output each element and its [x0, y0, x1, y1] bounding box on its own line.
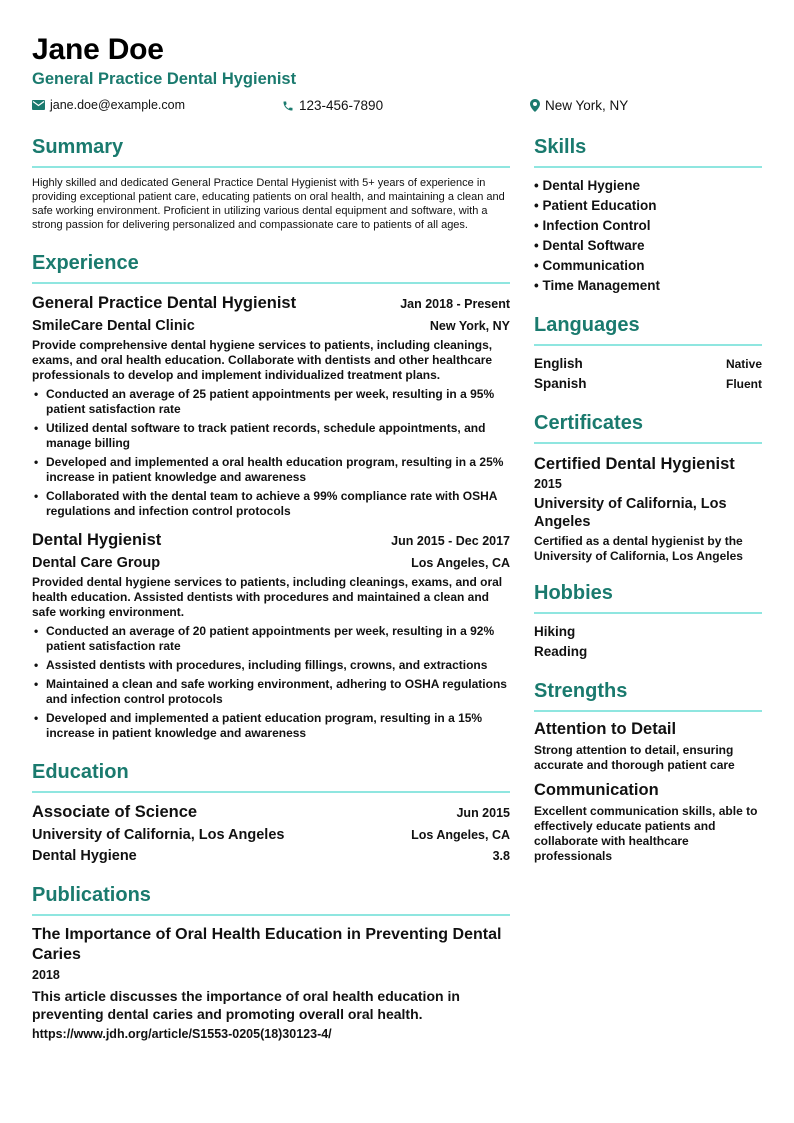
certificate-year: 2015 — [534, 477, 562, 491]
skill-item: • Infection Control — [534, 216, 762, 236]
candidate-title: General Practice Dental Hygienist — [32, 70, 297, 88]
languages-heading: Languages — [534, 314, 762, 346]
certificate-description: Certified as a dental hygienist by the University of California, Los Angeles — [534, 534, 743, 563]
hobbies-list — [534, 622, 762, 662]
skill-item: • Dental Software — [534, 236, 762, 256]
experience-heading: Experience — [32, 252, 510, 284]
skill-item: • Communication — [534, 256, 762, 276]
summary-text: Highly skilled and dedicated General Practice Dental Hygienist with 5+ years of experience in providing exceptional patient care, educating patients on oral health, and maintaining a clean and safe working environment. Proficient in utilizing various dental equipment and software, with a strong passion for delivering personalized and compassionate care to patients of all ages. — [32, 177, 505, 231]
phone-icon — [282, 100, 294, 112]
job-company: Dental Care Group — [32, 555, 161, 571]
main-column — [32, 136, 510, 1041]
achievement-item: • Collaborated with the dental team to achieve a 99% compliance rate with OSHA regulations and infection control protocols — [32, 489, 510, 519]
job-achievements — [32, 387, 510, 519]
sidebar-column — [534, 136, 762, 864]
education-degree: Associate of Science — [32, 803, 198, 821]
strength-description: Excellent communication skills, able to effectively educate patients and collaborate with healthcare professionals — [534, 804, 758, 863]
language-level: Native — [725, 357, 762, 371]
strength-title: Attention to Detail — [534, 720, 677, 738]
education-gpa: 3.8 — [492, 849, 510, 863]
job-title: General Practice Dental Hygienist — [32, 294, 297, 312]
job-entry — [32, 531, 510, 741]
achievement-item: • Developed and implemented a oral health education program, resulting in a 25% increase in patient knowledge and awareness — [32, 455, 510, 485]
hobby-item: Hiking — [534, 624, 576, 639]
language-item — [534, 374, 762, 394]
job-description: Provide comprehensive dental hygiene services to patients, including cleanings, exams, and oral health education. Collaborate with dentists and other healthcare professionals to develop and implement individualized treatment plans. — [32, 338, 493, 382]
job-entry — [32, 294, 510, 519]
job-location: New York, NY — [429, 319, 510, 333]
publications-heading: Publications — [32, 884, 510, 916]
education-date: Jun 2015 — [456, 806, 510, 820]
contact-email[interactable] — [32, 98, 185, 112]
publication-entry — [32, 925, 510, 1041]
education-entry — [32, 803, 510, 864]
achievement-item: • Developed and implemented a patient education program, resulting in a 15% increase in patient knowledge and awareness — [32, 711, 510, 741]
education-school: University of California, Los Angeles — [32, 827, 285, 843]
publication-title: The Importance of Oral Health Education in Preventing Dental Caries — [32, 926, 502, 963]
job-location: Los Angeles, CA — [411, 556, 510, 570]
publication-description: This article discusses the importance of oral health education in preventing dental caries and promoting overall oral health. — [32, 988, 460, 1022]
envelope-icon — [32, 100, 45, 110]
candidate-name: Jane Doe — [32, 33, 164, 66]
job-description: Provided dental hygiene services to patients, including cleanings, exams, and oral health education. Assisted dentists with procedures and maintained a clean and safe working environment. — [32, 575, 503, 619]
strength-item — [534, 781, 762, 864]
achievement-item: • Maintained a clean and safe working environment, adhering to OSHA regulations and infection control protocols — [32, 677, 510, 707]
skill-item: • Dental Hygiene — [534, 176, 762, 196]
certificates-heading: Certificates — [534, 412, 762, 444]
skill-item: • Patient Education — [534, 196, 762, 216]
languages-list — [534, 354, 762, 394]
strength-description: Strong attention to detail, ensuring accurate and thorough patient care — [534, 743, 735, 772]
email-text: jane.doe@example.com — [50, 98, 185, 112]
strength-title: Communication — [534, 781, 659, 799]
education-location: Los Angeles, CA — [411, 828, 510, 842]
achievement-item: • Conducted an average of 20 patient appointments per week, resulting in a 92% patient satisfaction rate — [32, 624, 510, 654]
job-date: Jun 2015 - Dec 2017 — [391, 534, 510, 548]
skills-heading: Skills — [534, 136, 762, 168]
summary-heading: Summary — [32, 136, 510, 168]
job-achievements — [32, 624, 510, 741]
phone-text: 123-456-7890 — [299, 98, 384, 113]
contact-phone[interactable] — [282, 98, 383, 113]
achievement-item: • Utilized dental software to track patient records, schedule appointments, and manage billing — [32, 421, 510, 451]
hobby-item: Reading — [534, 644, 588, 659]
skill-item: • Time Management — [534, 276, 762, 296]
skills-list — [534, 176, 762, 296]
contact-location — [530, 98, 628, 113]
publication-link[interactable]: https://www.jdh.org/article/S1553-0205(18)30123-4/ — [32, 1027, 332, 1041]
job-date: Jan 2018 - Present — [400, 297, 510, 311]
map-pin-icon — [530, 99, 540, 112]
certificate-title: Certified Dental Hygienist — [534, 455, 735, 473]
job-company: SmileCare Dental Clinic — [32, 318, 195, 334]
language-name: Spanish — [534, 376, 587, 391]
certificate-org: University of California, Los Angeles — [534, 496, 727, 530]
location-text: New York, NY — [545, 98, 629, 113]
publication-year: 2018 — [32, 968, 60, 982]
strength-item — [534, 720, 762, 773]
language-item — [534, 354, 762, 374]
education-heading: Education — [32, 761, 510, 793]
achievement-item: • Assisted dentists with procedures, including fillings, crowns, and extractions — [32, 658, 510, 673]
language-name: English — [534, 356, 583, 371]
job-title: Dental Hygienist — [32, 531, 162, 549]
language-level: Fluent — [726, 377, 762, 391]
achievement-item: • Conducted an average of 25 patient appointments per week, resulting in a 95% patient satisfaction rate — [32, 387, 510, 417]
education-field: Dental Hygiene — [32, 848, 137, 864]
hobbies-heading: Hobbies — [534, 582, 762, 614]
strengths-heading: Strengths — [534, 680, 762, 712]
certificate-entry — [534, 454, 762, 564]
